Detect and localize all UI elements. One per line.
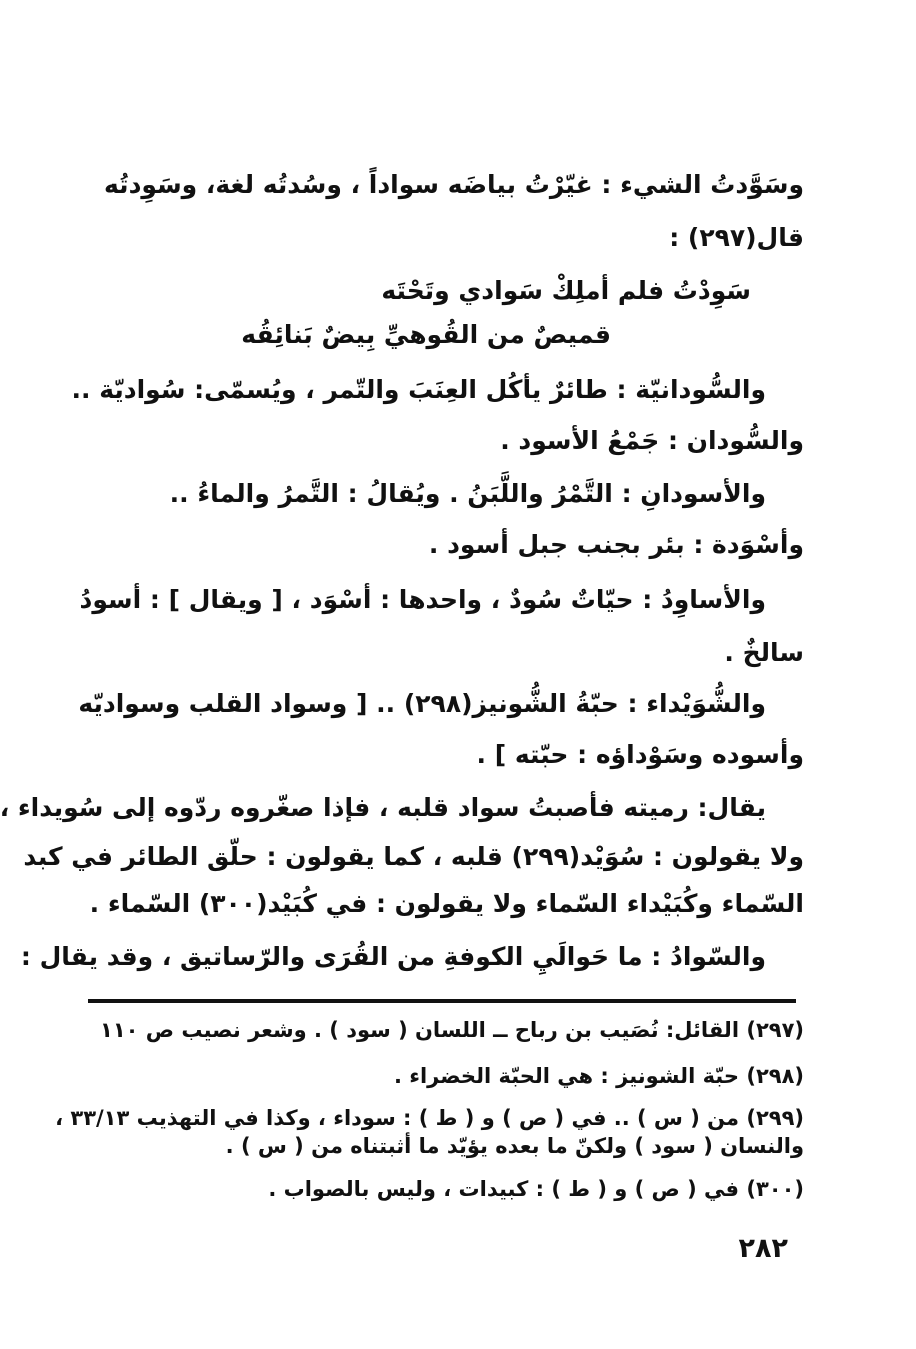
footnote-299: (٢٩٩) من ( س ) .. في ( ص ) و ( ط ) : سوداء ، وكذا في التهذيب ٣٣/١٣ ، xyxy=(55,1106,804,1130)
text-line-9: والأساوِدُ : حيّاتٌ سُودٌ ، واحدها : أسْوَد ، [ ويقال ] : أسودُ xyxy=(79,585,766,614)
text-line-6: والسُّودان : جَمْعُ الأسود . xyxy=(500,426,804,455)
text-line-10: سالخٌ . xyxy=(724,638,804,667)
text-line-14: ولا يقولون : سُوَيْد(٢٩٩) قلبه ، كما يقولون : حلّق الطائر في كبد xyxy=(23,842,804,871)
text-line-2: قال(٢٩٧) : xyxy=(669,223,804,252)
text-line-15: السّماء وكُبَيْداء السّماء ولا يقولون : في كُبَيْد(٣٠٠) السّماء . xyxy=(89,889,804,918)
text-line-11: والشُّوَيْداء : حبّةُ الشُّونيز(٢٩٨) .. [ وسواد القلب وسواديّه xyxy=(78,689,766,718)
footnote-300: (٣٠٠) في ( ص ) و ( ط ) : كبيدات ، وليس بالصواب . xyxy=(268,1177,804,1201)
text-line-13: يقال: رميته فأصبتُ سواد قلبه ، فإذا صغّروه ردّوه إلى سُويداء ، xyxy=(0,793,766,822)
text-line-7: والأسودانِ : التَّمْرُ واللَّبَنُ . ويُقالُ : التَّمرُ والماءُ .. xyxy=(169,479,766,508)
verse-line-2: قميصٌ من القُوهيِّ بِيضٌ بَنائِقُه xyxy=(241,320,611,349)
text-line-8: وأسْوَدة : بئر بجنب جبل أسود . xyxy=(428,530,804,559)
verse-line-1: سَوِدْتُ فلم أملِكْ سَوادي وتَحْتَه xyxy=(381,276,751,305)
text-line-5: والسُّودانيّة : طائرٌ يأكُل العِنَبَ والتّمر ، ويُسمّى: سُواديّة .. xyxy=(71,375,766,404)
page-number: ٢٨٢ xyxy=(738,1233,788,1264)
text-line-16: والسّوادُ : ما حَوالَيِ الكوفةِ من القُرَى والرّساتيق ، وقد يقال : xyxy=(20,942,766,971)
footnote-297: (٢٩٧) القائل: نُصَيب بن رباح ــ اللسان ( سود ) . وشعر نصيب ص ١١٠ xyxy=(100,1018,804,1042)
text-line-1: وسَوَّدتُ الشيء : غيّرْتُ بياضَه سواداً ، وسُدتُه لغة، وسَوِدتُه xyxy=(104,170,804,199)
footnote-divider xyxy=(88,999,796,1003)
footnote-298: (٢٩٨) حبّة الشونيز : هي الحبّة الخضراء . xyxy=(393,1064,804,1088)
text-line-12: وأسوده وسَوْداؤه : حبّته ] . xyxy=(476,740,804,769)
footnote-299-continued: والنسان ( سود ) ولكنّ ما بعده يؤيّد ما أثبتناه من ( س ) . xyxy=(225,1134,804,1158)
